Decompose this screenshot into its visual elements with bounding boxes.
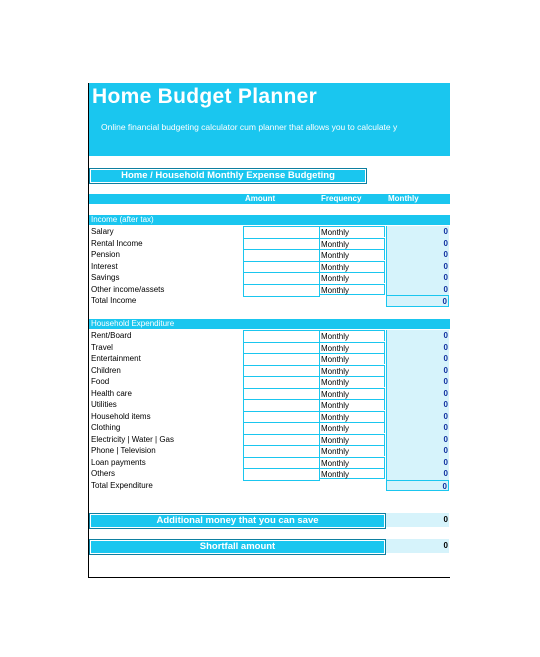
row-label: Loan payments	[91, 457, 146, 467]
income-total-row	[89, 295, 450, 307]
monthly-value: 0	[443, 273, 448, 282]
monthly-value: 0	[443, 250, 448, 259]
monthly-cell	[386, 249, 449, 261]
amount-input[interactable]	[243, 388, 320, 400]
monthly-cell	[386, 388, 449, 400]
expenditure-row	[89, 445, 450, 457]
frequency-select[interactable]: Monthly	[319, 411, 385, 422]
monthly-value: 0	[443, 446, 448, 455]
additional-savings-cell	[386, 513, 449, 527]
expenditure-row	[89, 468, 450, 480]
frequency-select[interactable]: Monthly	[319, 457, 385, 468]
expenditure-row	[89, 422, 450, 434]
frequency-select[interactable]: Monthly	[319, 422, 385, 433]
expenditure-row	[89, 457, 450, 469]
frequency-select[interactable]: Monthly	[319, 261, 385, 272]
frequency-select[interactable]: Monthly	[319, 365, 385, 376]
amount-input[interactable]	[243, 457, 320, 469]
row-label: Health care	[91, 388, 132, 398]
budget-sheet	[88, 83, 450, 578]
column-header-frequency: Frequency	[321, 194, 362, 203]
monthly-value: 0	[443, 284, 448, 294]
income-row	[89, 238, 450, 250]
monthly-value: 0	[443, 354, 448, 363]
frequency-select[interactable]: Monthly	[319, 238, 385, 249]
income-row	[89, 261, 450, 273]
frequency-select[interactable]: Monthly	[319, 445, 385, 456]
row-label: Rent/Board	[91, 331, 132, 340]
row-label: Clothing	[91, 423, 121, 432]
monthly-cell	[386, 457, 449, 469]
income-row	[89, 284, 450, 296]
expenditure-row	[89, 399, 450, 411]
monthly-cell	[386, 434, 449, 446]
frequency-select[interactable]: Monthly	[319, 249, 385, 260]
row-label: Phone | Television	[91, 446, 156, 455]
amount-input[interactable]	[243, 434, 320, 446]
total-label: Total Income	[91, 296, 137, 305]
frequency-select[interactable]: Monthly	[319, 342, 385, 353]
monthly-value: 0	[443, 411, 448, 421]
amount-input[interactable]	[243, 226, 320, 238]
row-label: Pension	[91, 250, 120, 259]
expenditure-row	[89, 353, 450, 365]
monthly-value: 0	[443, 469, 448, 478]
income-section-label: Income (after tax)	[91, 215, 154, 224]
monthly-value: 0	[443, 434, 448, 444]
amount-input[interactable]	[243, 365, 320, 377]
frequency-select[interactable]: Monthly	[319, 272, 385, 283]
monthly-cell	[386, 411, 449, 423]
monthly-cell	[386, 272, 449, 284]
frequency-select[interactable]: Monthly	[319, 434, 385, 445]
monthly-value: 0	[443, 331, 448, 340]
amount-input[interactable]	[243, 411, 320, 423]
row-label: Interest	[91, 261, 118, 271]
total-value: 0	[442, 481, 447, 491]
page-title: Home Budget Planner	[92, 85, 318, 108]
amount-input[interactable]	[243, 353, 320, 365]
section-title-bar: Home / Household Monthly Expense Budgeting	[89, 168, 367, 184]
monthly-cell	[386, 353, 449, 365]
frequency-select[interactable]: Monthly	[319, 284, 385, 295]
expenditure-row	[89, 342, 450, 354]
expenditure-row	[89, 434, 450, 446]
monthly-value: 0	[443, 377, 448, 386]
monthly-value: 0	[443, 238, 448, 248]
monthly-cell	[386, 284, 449, 296]
monthly-cell	[386, 468, 449, 480]
monthly-cell	[386, 238, 449, 250]
additional-savings-bar: Additional money that you can save	[89, 513, 386, 529]
monthly-value: 0	[443, 342, 448, 352]
frequency-select[interactable]: Monthly	[319, 353, 385, 364]
shortfall-bar: Shortfall amount	[89, 539, 386, 555]
monthly-value: 0	[443, 365, 448, 375]
income-row	[89, 272, 450, 284]
frequency-select[interactable]: Monthly	[319, 226, 385, 237]
page-subtitle: Online financial budgeting calculator cum planner that allows you to calculate y	[101, 122, 398, 132]
amount-input[interactable]	[243, 330, 320, 342]
expenditure-row	[89, 411, 450, 423]
total-label: Total Expenditure	[91, 480, 153, 490]
expenditure-section-header	[89, 319, 450, 329]
expenditure-row	[89, 388, 450, 400]
row-label: Electricity | Water | Gas	[91, 434, 174, 444]
row-label: Utilities	[91, 400, 117, 409]
row-label: Salary	[91, 227, 114, 236]
income-row	[89, 249, 450, 261]
expenditure-row	[89, 365, 450, 377]
header-banner	[89, 83, 450, 156]
row-label: Savings	[91, 273, 120, 282]
amount-input[interactable]	[243, 342, 320, 354]
row-label: Others	[91, 469, 116, 478]
row-label: Household items	[91, 411, 151, 421]
monthly-value: 0	[443, 388, 448, 398]
monthly-value: 0	[443, 261, 448, 271]
shortfall-value: 0	[443, 541, 448, 550]
monthly-cell	[386, 342, 449, 354]
total-value: 0	[442, 297, 447, 306]
expenditure-row	[89, 330, 450, 342]
row-label: Children	[91, 365, 121, 375]
row-label: Travel	[91, 342, 113, 352]
column-header-amount: Amount	[245, 194, 276, 203]
income-section-header	[89, 215, 450, 225]
row-label: Food	[91, 377, 110, 386]
column-header-row	[89, 194, 450, 204]
monthly-value: 0	[443, 227, 448, 236]
amount-input[interactable]	[243, 399, 320, 411]
column-header-monthly: Monthly	[388, 194, 419, 203]
amount-input[interactable]	[243, 445, 320, 457]
monthly-value: 0	[443, 423, 448, 432]
amount-input[interactable]	[243, 272, 320, 284]
amount-input[interactable]	[243, 249, 320, 261]
expenditure-section-label: Household Expenditure	[91, 319, 175, 328]
amount-input[interactable]	[243, 238, 320, 250]
frequency-select[interactable]: Monthly	[319, 376, 385, 387]
row-label: Other income/assets	[91, 284, 165, 294]
monthly-value: 0	[443, 400, 448, 409]
monthly-cell	[386, 422, 449, 434]
monthly-cell	[386, 261, 449, 273]
monthly-cell	[386, 376, 449, 388]
row-label: Entertainment	[91, 354, 141, 363]
monthly-value: 0	[443, 457, 448, 467]
shortfall-cell	[386, 539, 449, 553]
expenditure-row	[89, 376, 450, 388]
amount-input[interactable]	[243, 422, 320, 434]
monthly-cell	[386, 399, 449, 411]
amount-input[interactable]	[243, 376, 320, 388]
income-row	[89, 226, 450, 238]
frequency-select[interactable]: Monthly	[319, 330, 385, 341]
frequency-select[interactable]: Monthly	[319, 399, 385, 410]
frequency-select[interactable]: Monthly	[319, 388, 385, 399]
total-cell	[386, 295, 449, 307]
expenditure-total-row	[89, 480, 450, 492]
amount-input[interactable]	[243, 261, 320, 273]
monthly-cell	[386, 445, 449, 457]
monthly-cell	[386, 365, 449, 377]
frequency-select[interactable]: Monthly	[319, 468, 385, 479]
monthly-cell	[386, 226, 449, 238]
additional-savings-value: 0	[443, 515, 448, 524]
total-cell	[386, 480, 449, 492]
row-label: Rental Income	[91, 238, 143, 248]
monthly-cell	[386, 330, 449, 342]
